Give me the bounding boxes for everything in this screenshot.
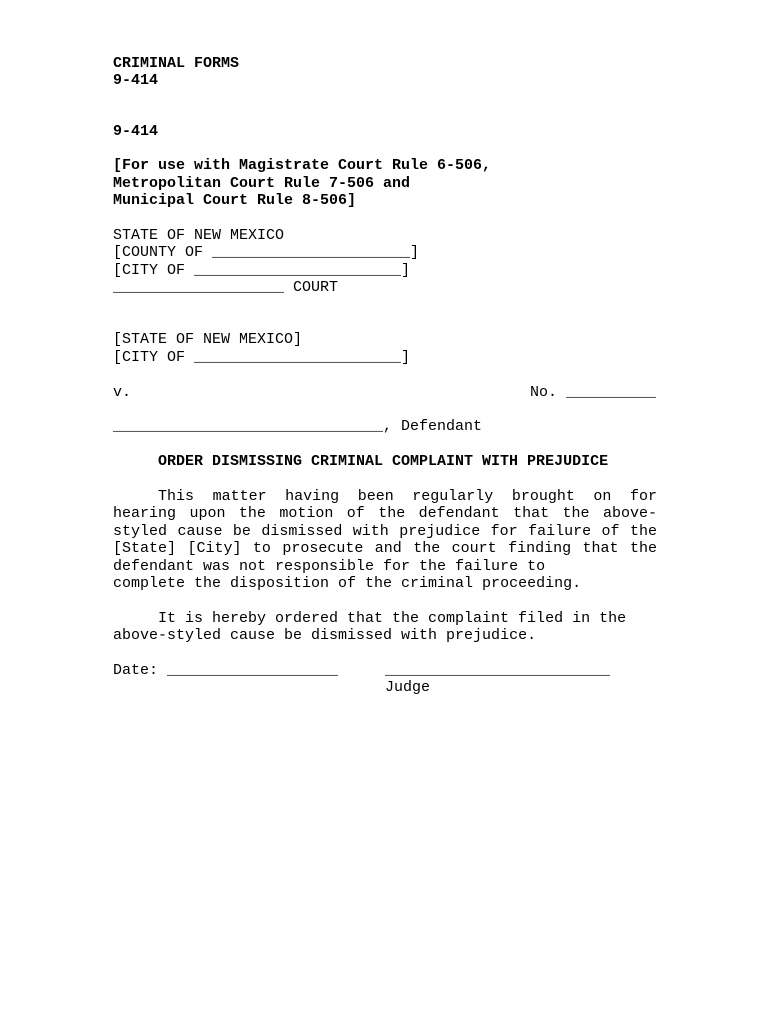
- rule-line-3: Municipal Court Rule 8-506]: [113, 192, 357, 209]
- paragraph-1-text: This matter having been regularly brought on for hearing upon the motion of the defendant that the above-styled cause be dismissed with prejudice for failure of the [State] [City] to prosecute and the court finding that the defendant was not responsible for the failure to: [113, 488, 657, 575]
- paragraph-1: [113, 488, 657, 592]
- court-state: STATE OF NEW MEXICO: [113, 227, 285, 244]
- paragraph-1-last-line: complete the disposition of the criminal proceeding.: [113, 575, 582, 593]
- case-number-field[interactable]: No. __________: [530, 384, 657, 401]
- versus-label: v.: [113, 384, 132, 401]
- rule-line-1: [For use with Magistrate Court Rule 6-506,: [113, 157, 492, 174]
- plaintiff-city-field[interactable]: [CITY OF _______________________]: [113, 349, 411, 366]
- order-title: ORDER DISMISSING CRIMINAL COMPLAINT WITH PREJUDICE: [158, 453, 609, 470]
- court-name-field[interactable]: ___________________ COURT: [113, 279, 339, 296]
- header-title: CRIMINAL FORMS: [113, 55, 240, 72]
- paragraph-2-text: It is hereby ordered that the complaint filed in the: [158, 610, 627, 627]
- form-number: 9-414: [113, 123, 159, 140]
- rule-line-2: Metropolitan Court Rule 7-506 and: [113, 175, 411, 192]
- court-city-field[interactable]: [CITY OF _______________________]: [113, 262, 411, 279]
- judge-label: Judge: [385, 679, 431, 696]
- paragraph-2-last-line: above-styled cause be dismissed with prejudice.: [113, 627, 537, 645]
- header-form-number: 9-414: [113, 72, 159, 89]
- defendant-field[interactable]: ______________________________, Defendant: [113, 418, 483, 435]
- plaintiff-state: [STATE OF NEW MEXICO]: [113, 331, 303, 348]
- date-field[interactable]: Date: ___________________: [113, 662, 339, 679]
- judge-signature-line[interactable]: _________________________: [385, 662, 611, 679]
- paragraph-2: [113, 610, 657, 645]
- court-county-field[interactable]: [COUNTY OF ______________________]: [113, 244, 420, 261]
